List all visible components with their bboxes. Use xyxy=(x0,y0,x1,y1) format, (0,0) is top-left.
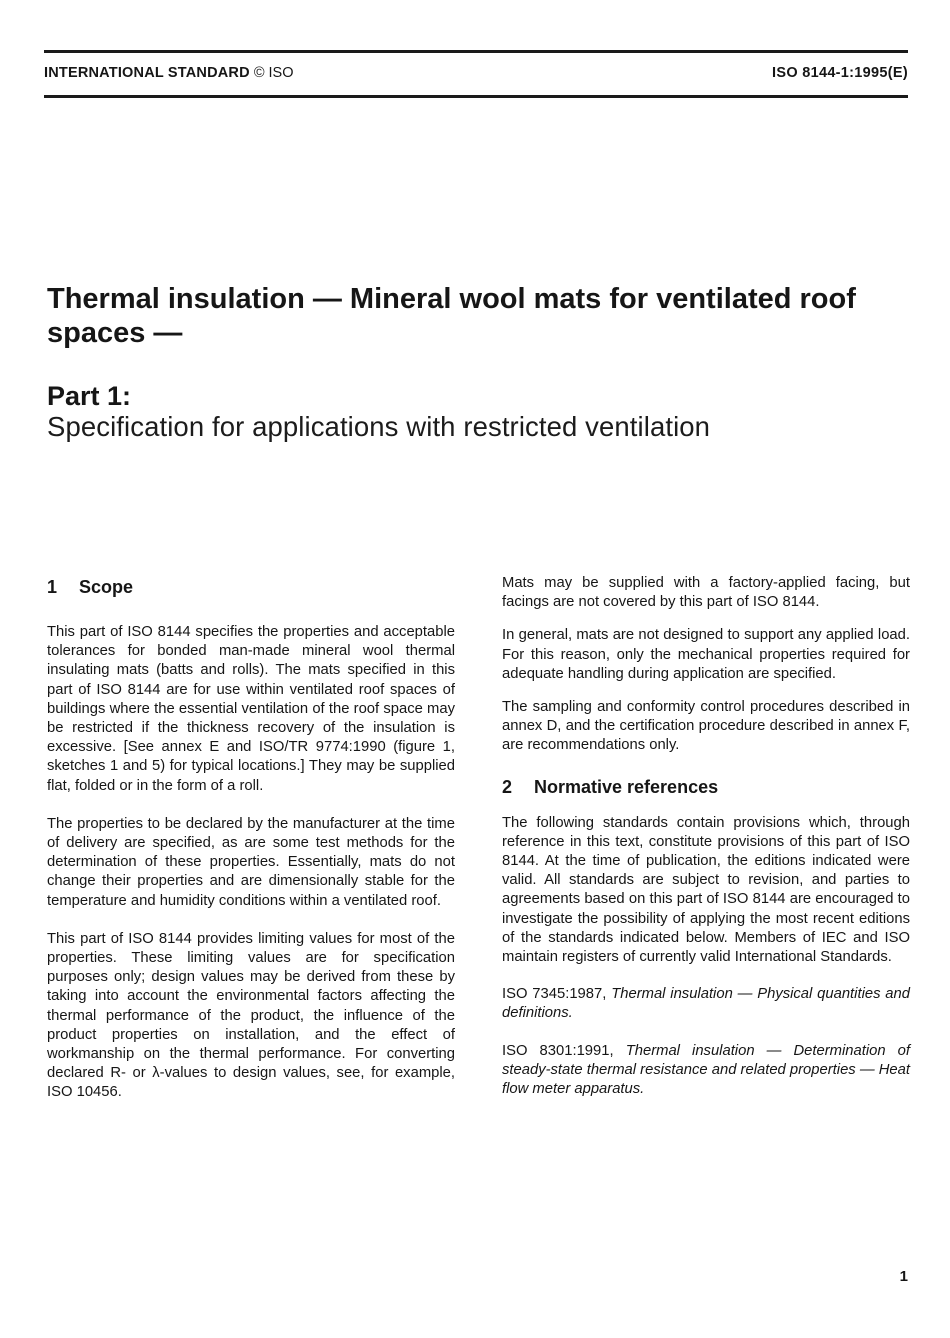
part-subtitle: Specification for applications with restricted ventilation xyxy=(47,411,711,442)
left-column xyxy=(47,573,455,1117)
scope-heading-number: 1 xyxy=(47,577,58,597)
scope-paragraph-5: In general, mats are not designed to support any applied load. For this reason, only the mechanical properties required for adequate handling during application are specified. xyxy=(502,627,910,682)
header-top-rule xyxy=(44,50,908,53)
document-title: Thermal insulation — Mineral wool mats for ventilated roof spaces — xyxy=(47,283,856,349)
normative-heading-text: Normative references xyxy=(534,776,719,797)
normative-heading xyxy=(502,776,910,798)
scope-heading-text: Scope xyxy=(79,577,134,597)
running-header-left xyxy=(44,65,294,81)
copyright-label: © ISO xyxy=(253,65,294,81)
normative-intro: The following standards contain provisions which, through reference in this text, constitute provisions of this part of ISO 8144. At the time of publication, the editions indicated were valid. All standards are subject to revision, and parties to agreements based on this part of ISO 8144 are encouraged to investigate the possibility of applying the most recent editions of the standards indicated below. Members of IEC and ISO maintain registers of currently valid International Standards. xyxy=(502,814,910,966)
reference-title: Thermal insulation — Determination of steady-state thermal resistance and related properties — Heat flow meter apparatus. xyxy=(502,1042,910,1098)
standard-number: ISO 8144-1:1995(E) xyxy=(772,65,908,81)
scope-paragraph-1: This part of ISO 8144 specifies the properties and acceptable tolerances for bonded man-made mineral wool thermal insulating mats (batts and rolls). The mats specified in this part of ISO 8144 are for use within ventilated roof spaces of buildings where the essential ventilation of the roof space may be restricted if the thickness recovery of the insulation is excessive. [See annex E and ISO/TR 9774:1990 (figure 1, sketches 1 and 5) for typical locations.] They may be supplied flat, folded or in the form of a roll. xyxy=(47,624,455,794)
reference-code: ISO 7345:1987, xyxy=(502,986,607,1003)
reference-item xyxy=(502,985,910,1023)
reference-title: Thermal insulation — Physical quantities and definitions. xyxy=(502,986,910,1022)
scope-paragraph-2: The properties to be declared by the manufacturer at the time of delivery are specified, as are some test methods for the determination of these properties. Essentially, mats do not change their properties and are dimensionally stable for the temperature and humidity conditions within a ventilated roof. xyxy=(47,815,455,909)
reference-item xyxy=(502,1042,910,1100)
scope-paragraph-6: The sampling and conformity control procedures described in annex D, and the certification procedure described in annex F, are recommendations only. xyxy=(502,699,910,754)
scope-paragraph-3: This part of ISO 8144 provides limiting values for most of the properties. These limiting values are for specification purposes only; design values may be derived from these by taking into account the environmental factors affecting the thermal performance of the product, the influence of the product properties on installation, and the effect of workmanship on the thermal performance. For converting declared R- or λ-values to design values, see, for example, ISO 10456. xyxy=(47,930,455,1101)
scope-paragraph-4: Mats may be supplied with a factory-applied facing, but facings are not covered by this part of ISO 8144. xyxy=(502,575,910,611)
right-column xyxy=(502,574,910,1117)
standard-label: INTERNATIONAL STANDARD xyxy=(44,65,250,81)
part-label: Part 1: xyxy=(47,381,132,411)
header-bottom-rule xyxy=(44,95,908,98)
reference-code: ISO 8301:1991, xyxy=(502,1042,614,1059)
normative-heading-number: 2 xyxy=(502,776,513,797)
page-number: 1 xyxy=(899,1268,908,1285)
scope-heading xyxy=(47,576,455,598)
